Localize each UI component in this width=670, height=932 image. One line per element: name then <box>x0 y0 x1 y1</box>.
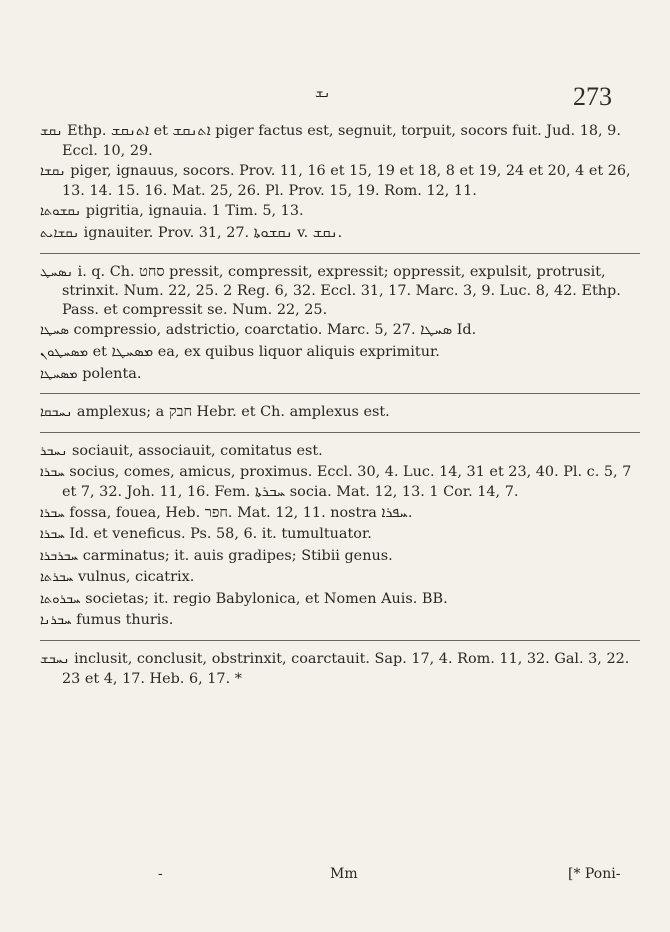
entry-text: socius, comes, amicus, proximus. Eccl. 30, 4. Luc. 14, 31 et 23, 40. Pl. c. 5, 7 et 7, 32. Joh. 11, 16. Fem. ܚܒܪܬܐ socia. Mat. 12, 13. 1 Cor. 14, 7. <box>62 464 632 500</box>
entry-headword: ܣܚܛܐ <box>40 323 69 339</box>
entry-headword: ܚܒܪܢܐ <box>40 613 72 629</box>
section-divider <box>40 253 640 254</box>
entry-text: fossa, fouea, Heb. חפר. Mat. 12, 11. nostra ܚܦܪܐ. <box>69 504 413 521</box>
entry-headword: ܡܣܚܛܐ <box>40 366 78 382</box>
entry-headword: ܢܩܫܘܬܐ <box>40 204 82 220</box>
page-header <box>0 78 670 118</box>
entry-headword: ܚܒܪܐ <box>40 505 65 521</box>
entry-text: amplexus; a חבק Hebr. et Ch. amplexus est. <box>76 404 390 421</box>
entry-headword: ܚܒܪܬܐ <box>40 570 74 586</box>
entry-text: pigritia, ignauia. 1 Tim. 5, 13. <box>85 203 304 220</box>
syriac-running-head: ܢܫ <box>315 86 331 101</box>
entry <box>40 321 640 341</box>
entry-text: piger, ignauus, socors. Prov. 11, 16 et 15, 19 et 18, 8 et 19, 24 et 20, 4 et 26, 13. 14. 15. 16. Mat. 25, 26. Pl. Prov. 15, 19. Rom. 12, 11. <box>62 163 631 199</box>
entry-headword: ܚܒܪܒܪܐ <box>40 548 79 564</box>
catchword: [* Poni- <box>568 866 621 882</box>
entry-text: vulnus, cicatrix. <box>77 569 195 586</box>
entry-text: polenta. <box>82 365 142 382</box>
entry <box>40 122 640 160</box>
entry <box>40 547 640 567</box>
entry <box>40 343 640 363</box>
section-divider <box>40 432 640 433</box>
entry-headword: ܚܒܪܘܬܐ <box>40 591 81 607</box>
entry <box>40 504 640 524</box>
entry-headword: ܢܚܒܩܐ <box>40 405 73 421</box>
page-footer <box>0 866 670 890</box>
page-content <box>40 122 640 690</box>
entry <box>40 442 640 462</box>
entry-headword: ܢܚܒܫ <box>40 652 70 668</box>
entry-headword: ܢܣܚܛ <box>40 264 74 280</box>
entry-text: Id. et veneficus. Ps. 58, 6. it. tumultuator. <box>69 526 372 543</box>
entry-text: carminatus; it. auis gradipes; Stibii genus. <box>82 547 393 564</box>
entry-headword: ܢܩܫܐ <box>40 164 66 180</box>
entry <box>40 202 640 222</box>
entry-headword: ܢܚܒܪ <box>40 443 68 459</box>
entry-text: Ethp. ܐܬܢܩܫ et ܐܬܢܩܫ piger factus est, segnuit, torpuit, socors fuit. Jud. 18, 9. Eccl. 10, 29. <box>62 123 621 159</box>
entry-text: compressio, adstrictio, coarctatio. Marc. 5, 27. ܣܚܛܐ Id. <box>73 322 477 339</box>
entry <box>40 403 640 423</box>
entry-text: inclusit, conclusit, obstrinxit, coarctauit. Sap. 17, 4. Rom. 11, 32. Gal. 3, 22. 23 et 4, 17. Heb. 6, 17. * <box>62 651 630 687</box>
entry <box>40 463 640 501</box>
entry <box>40 568 640 588</box>
entry-headword: ܢܩܫܐܝܬ <box>40 225 80 241</box>
entry-headword: ܢܩܫ <box>40 124 63 139</box>
entry-headword: ܡܣܚܛܘܢ <box>40 344 89 360</box>
entry <box>40 224 640 244</box>
entry <box>40 650 640 688</box>
entry <box>40 525 640 545</box>
entry <box>40 590 640 610</box>
footer-dash: - <box>158 866 163 882</box>
page-number: 273 <box>573 82 612 111</box>
entry-text: i. q. Ch. סחט pressit, compressit, expressit; oppressit, expulsit, protrusit, strinxit. Num. 22, 25. 2 Reg. 6, 32. Eccl. 31, 17. Marc. 3, 9. Luc. 8, 42. Ethp. Pass. et compressit se. Num. 22, 25. <box>62 263 621 318</box>
entry <box>40 365 640 385</box>
entry-headword: ܚܒܪܐ <box>40 527 65 543</box>
entry-text: fumus thuris. <box>76 612 174 629</box>
section-divider <box>40 393 640 394</box>
entry-headword: ܚܒܪܐ <box>40 465 65 481</box>
entry-text: ignauiter. Prov. 31, 27. ܢܩܫܘܬܐ v. ܢܩܫ. <box>83 224 343 241</box>
entry-text: et ܡܣܚܛܐ ea, ex quibus liquor aliquis exprimitur. <box>92 343 440 360</box>
signature-mark: Mm <box>330 866 358 882</box>
entry <box>40 162 640 200</box>
entry-text: societas; it. regio Babylonica, et Nomen Auis. BB. <box>85 590 448 607</box>
section-divider <box>40 640 640 641</box>
entry <box>40 263 640 320</box>
entry-text: sociauit, associauit, comitatus est. <box>72 442 323 459</box>
entry <box>40 611 640 631</box>
